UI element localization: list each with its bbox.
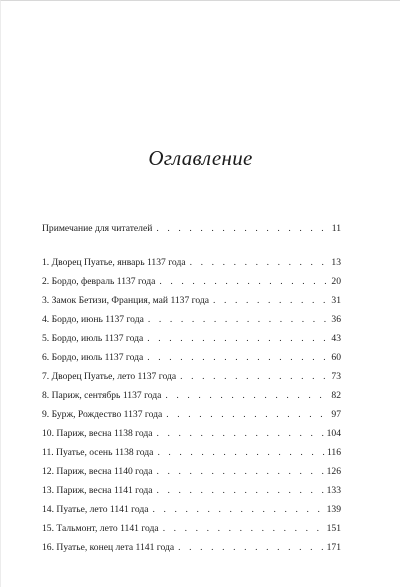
toc-entry-chapter[interactable] — [42, 519, 341, 538]
dot-leader — [178, 538, 324, 557]
toc-entry-page-number: 43 — [331, 333, 341, 344]
toc-entry-chapter[interactable] — [42, 272, 341, 291]
toc-entry-label: 15. Тальмонт, лето 1141 года — [42, 523, 159, 534]
toc-entry-page-number: 116 — [326, 447, 341, 458]
toc-entry-page-number: 31 — [331, 295, 341, 306]
toc-entry-preface[interactable] — [42, 219, 341, 238]
toc-entry-page-number: 104 — [326, 428, 341, 439]
toc-entry-label: 5. Бордо, июль 1137 года — [42, 333, 144, 344]
toc-entry-page-number: 151 — [326, 523, 341, 534]
toc-entry-label: 2. Бордо, февраль 1137 года — [42, 276, 156, 287]
toc-entry-chapter[interactable] — [42, 424, 341, 443]
toc-entry-chapter[interactable] — [42, 310, 341, 329]
dot-leader — [157, 424, 325, 443]
toc-entry-label: 12. Париж, весна 1140 года — [42, 466, 153, 477]
dot-leader — [213, 291, 329, 310]
toc-entry-label: Примечание для читателей — [42, 223, 153, 234]
toc-entry-chapter[interactable] — [42, 405, 341, 424]
toc-entry-label: 1. Дворец Пуатье, январь 1137 года — [42, 257, 186, 268]
toc-entry-label: 11. Пуатье, осень 1138 года — [42, 447, 154, 458]
toc-entry-chapter[interactable] — [42, 253, 341, 272]
dot-leader — [147, 329, 329, 348]
toc-entry-chapter[interactable] — [42, 481, 341, 500]
toc-entry-label: 10. Париж, весна 1138 года — [42, 428, 153, 439]
toc-entry-label: 4. Бордо, июнь 1137 года — [42, 314, 144, 325]
toc-entry-label: 9. Бурж, Рождество 1137 года — [42, 409, 163, 420]
toc-entry-label: 14. Пуатье, лето 1141 года — [42, 504, 149, 515]
dot-leader — [147, 348, 329, 367]
toc-entry-label: 8. Париж, сентябрь 1137 года — [42, 390, 162, 401]
toc-entry-page-number: 171 — [326, 542, 341, 553]
toc-entry-page-number: 126 — [326, 466, 341, 477]
dot-leader — [165, 386, 329, 405]
toc-entry-label: 7. Дворец Пуатье, лето 1137 года — [42, 371, 177, 382]
toc-entry-page-number: 139 — [326, 504, 341, 515]
dot-leader — [190, 253, 330, 272]
dot-leader — [180, 367, 329, 386]
toc-entry-label: 13. Париж, весна 1141 года — [42, 485, 153, 496]
dot-leader — [159, 272, 329, 291]
dot-leader — [157, 481, 325, 500]
dot-leader — [163, 519, 325, 538]
toc-entry-label: 6. Бордо, июль 1137 года — [42, 352, 144, 363]
dot-leader — [157, 443, 325, 462]
dot-leader — [148, 310, 330, 329]
toc-entry-chapter[interactable] — [42, 386, 341, 405]
dot-leader — [156, 219, 329, 238]
toc-entry-page-number: 82 — [331, 390, 341, 401]
toc-entry-page-number: 97 — [331, 409, 341, 420]
toc-entry-label: 16. Пуатье, конец лета 1141 года — [42, 542, 175, 553]
dot-leader — [157, 462, 325, 481]
page-title: Оглавление — [148, 146, 253, 170]
dot-leader — [166, 405, 329, 424]
toc-entry-page-number: 13 — [331, 257, 341, 268]
toc-entry-chapter[interactable] — [42, 329, 341, 348]
toc-entry-page-number: 36 — [331, 314, 341, 325]
toc-entry-chapter[interactable] — [42, 462, 341, 481]
toc-entry-page-number: 133 — [326, 485, 341, 496]
toc-entry-page-number: 20 — [331, 276, 341, 287]
toc-entry-chapter[interactable] — [42, 348, 341, 367]
dot-leader — [153, 500, 325, 519]
toc-entry-chapter[interactable] — [42, 367, 341, 386]
table-of-contents — [42, 219, 341, 557]
toc-entry-page-number: 60 — [331, 352, 341, 363]
toc-entry-page-number: 11 — [331, 223, 341, 234]
toc-entry-chapter[interactable] — [42, 538, 341, 557]
toc-entry-chapter[interactable] — [42, 500, 341, 519]
toc-entry-chapter[interactable] — [42, 291, 341, 310]
toc-entry-label: 3. Замок Бетизи, Франция, май 1137 года — [42, 295, 210, 306]
toc-entry-chapter[interactable] — [42, 443, 341, 462]
toc-entry-page-number: 73 — [331, 371, 341, 382]
